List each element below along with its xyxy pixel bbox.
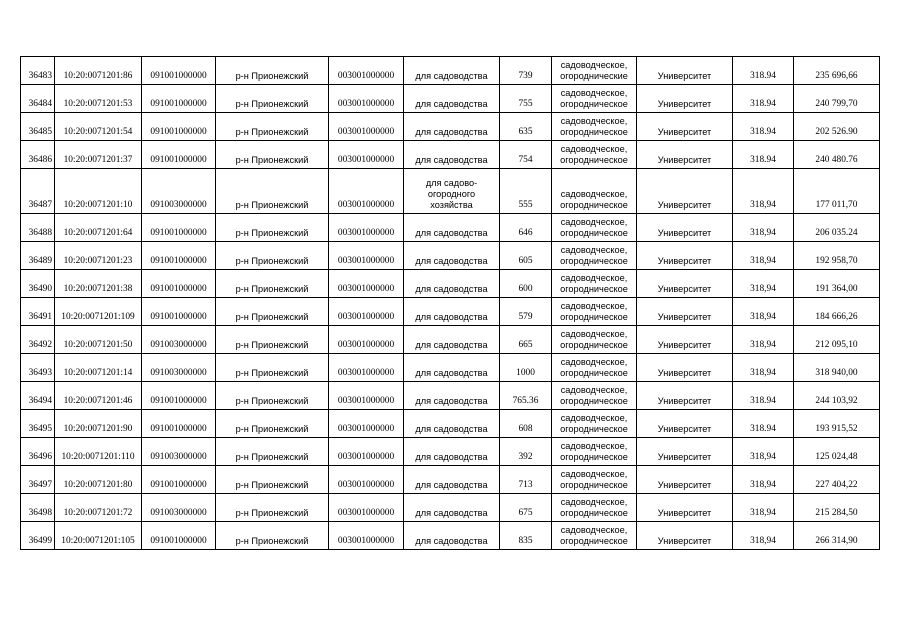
code-2-cell: 003001000000 [329, 85, 404, 113]
record-number-cell: 36499 [21, 522, 55, 550]
table-row [21, 141, 880, 169]
table-row [21, 270, 880, 298]
code-2-cell: 003001000000 [329, 298, 404, 326]
code-2-cell: 003001000000 [329, 522, 404, 550]
code-2-cell: 003001000000 [329, 494, 404, 522]
record-number-cell: 36488 [21, 214, 55, 242]
location-cell: Университет [637, 382, 733, 410]
district-cell: р-н Прионежский [216, 466, 329, 494]
record-number-cell: 36496 [21, 438, 55, 466]
area-cell: 754 [500, 141, 552, 169]
cadastral-number-cell: 10:20:0071201:14 [55, 354, 142, 382]
permitted-use-cell: для садоводства [404, 438, 500, 466]
land-category-cell: садоводческое, огородническое [552, 382, 637, 410]
district-cell: р-н Прионежский [216, 410, 329, 438]
table-row [21, 169, 880, 214]
location-cell: Университет [637, 270, 733, 298]
cadastral-number-cell: 10:20:0071201:53 [55, 85, 142, 113]
record-number-cell: 36494 [21, 382, 55, 410]
cadastral-value-cell: 244 103,92 [794, 382, 880, 410]
cadastral-value-cell: 184 666,26 [794, 298, 880, 326]
table-row [21, 466, 880, 494]
land-category-cell: садоводческое, огородническое [552, 141, 637, 169]
cadastral-value-cell: 202 526.90 [794, 113, 880, 141]
location-cell: Университет [637, 466, 733, 494]
rate-cell: 318.94 [733, 410, 794, 438]
land-category-cell: садоводческое, огородническое [552, 494, 637, 522]
permitted-use-cell: для садоводства [404, 522, 500, 550]
cadastral-value-cell: 191 364,00 [794, 270, 880, 298]
location-cell: Университет [637, 354, 733, 382]
rate-cell: 318.94 [733, 113, 794, 141]
cadastral-value-cell: 227 404,22 [794, 466, 880, 494]
permitted-use-cell: для садоводства [404, 113, 500, 141]
land-category-cell: садоводческое, огородническое [552, 113, 637, 141]
permitted-use-cell: для садоводства [404, 326, 500, 354]
rate-cell: 318.94 [733, 382, 794, 410]
area-cell: 555 [500, 169, 552, 214]
code-2-cell: 003001000000 [329, 113, 404, 141]
table-body [21, 57, 880, 550]
permitted-use-cell: для садоводства [404, 354, 500, 382]
location-cell: Университет [637, 85, 733, 113]
district-cell: р-н Прионежский [216, 326, 329, 354]
code-2-cell: 003001000000 [329, 382, 404, 410]
location-cell: Университет [637, 522, 733, 550]
code-1-cell: 091003000000 [142, 326, 216, 354]
permitted-use-cell: для садово-огородного хозяйства [404, 169, 500, 214]
district-cell: р-н Прионежский [216, 57, 329, 85]
permitted-use-cell: для садоводства [404, 85, 500, 113]
table-row [21, 298, 880, 326]
code-1-cell: 091003000000 [142, 494, 216, 522]
location-cell: Университет [637, 494, 733, 522]
area-cell: 665 [500, 326, 552, 354]
permitted-use-cell: для садоводства [404, 494, 500, 522]
land-category-cell: садоводческое, огородническое [552, 270, 637, 298]
cadastral-number-cell: 10:20:0071201:38 [55, 270, 142, 298]
area-cell: 646 [500, 214, 552, 242]
district-cell: р-н Прионежский [216, 522, 329, 550]
code-2-cell: 003001000000 [329, 438, 404, 466]
code-1-cell: 091001000000 [142, 242, 216, 270]
permitted-use-cell: для садоводства [404, 141, 500, 169]
code-2-cell: 003001000000 [329, 57, 404, 85]
record-number-cell: 36493 [21, 354, 55, 382]
rate-cell: 318,94 [733, 298, 794, 326]
record-number-cell: 36484 [21, 85, 55, 113]
permitted-use-cell: для садоводства [404, 57, 500, 85]
rate-cell: 318,94 [733, 494, 794, 522]
cadastral-number-cell: 10:20:0071201:72 [55, 494, 142, 522]
location-cell: Университет [637, 57, 733, 85]
code-2-cell: 003001000000 [329, 354, 404, 382]
code-1-cell: 091001000000 [142, 466, 216, 494]
location-cell: Университет [637, 141, 733, 169]
code-1-cell: 091001000000 [142, 410, 216, 438]
land-category-cell: садоводческое, огороднические [552, 57, 637, 85]
table-row [21, 113, 880, 141]
land-category-cell: садоводческое, огородническое [552, 466, 637, 494]
table-row [21, 354, 880, 382]
code-1-cell: 091003000000 [142, 438, 216, 466]
permitted-use-cell: для садоводства [404, 466, 500, 494]
area-cell: 765.36 [500, 382, 552, 410]
cadastral-value-cell: 240 799,70 [794, 85, 880, 113]
permitted-use-cell: для садоводства [404, 214, 500, 242]
area-cell: 608 [500, 410, 552, 438]
table-row [21, 326, 880, 354]
code-1-cell: 091001000000 [142, 298, 216, 326]
code-2-cell: 003001000000 [329, 270, 404, 298]
rate-cell: 318.94 [733, 141, 794, 169]
district-cell: р-н Прионежский [216, 354, 329, 382]
rate-cell: 318,94 [733, 169, 794, 214]
rate-cell: 318.94 [733, 85, 794, 113]
district-cell: р-н Прионежский [216, 214, 329, 242]
code-2-cell: 003001000000 [329, 242, 404, 270]
cadastral-number-cell: 10:20:0071201:105 [55, 522, 142, 550]
land-category-cell: садоводческое, огородническое [552, 214, 637, 242]
permitted-use-cell: для садоводства [404, 242, 500, 270]
cadastral-value-cell: 192 958,70 [794, 242, 880, 270]
location-cell: Университет [637, 169, 733, 214]
area-cell: 739 [500, 57, 552, 85]
table-row [21, 410, 880, 438]
table-row [21, 494, 880, 522]
document-page [20, 56, 880, 550]
area-cell: 392 [500, 438, 552, 466]
land-category-cell: садоводческое, огородническое [552, 354, 637, 382]
location-cell: Университет [637, 326, 733, 354]
code-1-cell: 091001000000 [142, 113, 216, 141]
code-1-cell: 091003000000 [142, 354, 216, 382]
cadastral-number-cell: 10:20:0071201:109 [55, 298, 142, 326]
cadastral-value-cell: 193 915,52 [794, 410, 880, 438]
district-cell: р-н Прионежский [216, 169, 329, 214]
location-cell: Университет [637, 298, 733, 326]
location-cell: Университет [637, 214, 733, 242]
code-2-cell: 003001000000 [329, 410, 404, 438]
cadastral-number-cell: 10:20:0071201:10 [55, 169, 142, 214]
code-2-cell: 003001000000 [329, 169, 404, 214]
land-category-cell: садоводческое, огородническое [552, 438, 637, 466]
land-category-cell: садоводческое, огородническое [552, 169, 637, 214]
area-cell: 635 [500, 113, 552, 141]
record-number-cell: 36483 [21, 57, 55, 85]
code-1-cell: 091001000000 [142, 57, 216, 85]
cadastral-number-cell: 10:20:0071201:50 [55, 326, 142, 354]
record-number-cell: 36490 [21, 270, 55, 298]
cadastral-number-cell: 10:20:0071201:90 [55, 410, 142, 438]
location-cell: Университет [637, 113, 733, 141]
district-cell: р-н Прионежский [216, 113, 329, 141]
code-2-cell: 003001000000 [329, 214, 404, 242]
rate-cell: 318,94 [733, 522, 794, 550]
location-cell: Университет [637, 438, 733, 466]
code-1-cell: 091001000000 [142, 85, 216, 113]
location-cell: Университет [637, 242, 733, 270]
cadastral-number-cell: 10:20:0071201:23 [55, 242, 142, 270]
cadastral-value-cell: 177 011,70 [794, 169, 880, 214]
cadastral-value-cell: 215 284,50 [794, 494, 880, 522]
cadastral-value-cell: 240 480.76 [794, 141, 880, 169]
area-cell: 605 [500, 242, 552, 270]
district-cell: р-н Прионежский [216, 494, 329, 522]
code-2-cell: 003001000000 [329, 141, 404, 169]
code-1-cell: 091001000000 [142, 522, 216, 550]
cadastral-number-cell: 10:20:0071201:46 [55, 382, 142, 410]
record-number-cell: 36485 [21, 113, 55, 141]
record-number-cell: 36486 [21, 141, 55, 169]
district-cell: р-н Прионежский [216, 298, 329, 326]
code-1-cell: 091003000000 [142, 169, 216, 214]
district-cell: р-н Прионежский [216, 85, 329, 113]
table-row [21, 382, 880, 410]
code-1-cell: 091001000000 [142, 270, 216, 298]
permitted-use-cell: для садоводства [404, 270, 500, 298]
table-row [21, 242, 880, 270]
district-cell: р-н Прионежский [216, 242, 329, 270]
table-row [21, 214, 880, 242]
code-2-cell: 003001000000 [329, 466, 404, 494]
land-category-cell: садоводческое, огородническое [552, 522, 637, 550]
rate-cell: 318,94 [733, 354, 794, 382]
area-cell: 1000 [500, 354, 552, 382]
cadastral-number-cell: 10:20:0071201:80 [55, 466, 142, 494]
rate-cell: 318,94 [733, 438, 794, 466]
permitted-use-cell: для садоводства [404, 410, 500, 438]
area-cell: 579 [500, 298, 552, 326]
area-cell: 755 [500, 85, 552, 113]
cadastral-number-cell: 10:20:0071201:110 [55, 438, 142, 466]
rate-cell: 318.94 [733, 57, 794, 85]
land-category-cell: садоводческое, огородническое [552, 242, 637, 270]
cadastral-value-cell: 235 696,66 [794, 57, 880, 85]
land-category-cell: садоводческое, огородническое [552, 85, 637, 113]
code-1-cell: 091001000000 [142, 382, 216, 410]
record-number-cell: 36487 [21, 169, 55, 214]
rate-cell: 318,94 [733, 270, 794, 298]
cadastral-number-cell: 10:20:0071201:54 [55, 113, 142, 141]
record-number-cell: 36498 [21, 494, 55, 522]
area-cell: 675 [500, 494, 552, 522]
cadastral-value-cell: 206 035.24 [794, 214, 880, 242]
record-number-cell: 36489 [21, 242, 55, 270]
district-cell: р-н Прионежский [216, 382, 329, 410]
district-cell: р-н Прионежский [216, 438, 329, 466]
location-cell: Университет [637, 410, 733, 438]
land-category-cell: садоводческое, огородническое [552, 298, 637, 326]
record-number-cell: 36497 [21, 466, 55, 494]
cadastral-number-cell: 10:20:0071201:86 [55, 57, 142, 85]
permitted-use-cell: для садоводства [404, 298, 500, 326]
code-1-cell: 091001000000 [142, 214, 216, 242]
rate-cell: 318,94 [733, 214, 794, 242]
permitted-use-cell: для садоводства [404, 382, 500, 410]
land-category-cell: садоводческое, огородническое [552, 326, 637, 354]
district-cell: р-н Прионежский [216, 270, 329, 298]
area-cell: 713 [500, 466, 552, 494]
land-plots-table [20, 56, 880, 550]
rate-cell: 318,94 [733, 242, 794, 270]
cadastral-number-cell: 10:20:0071201:37 [55, 141, 142, 169]
table-row [21, 85, 880, 113]
cadastral-value-cell: 318 940,00 [794, 354, 880, 382]
cadastral-value-cell: 212 095,10 [794, 326, 880, 354]
record-number-cell: 36491 [21, 298, 55, 326]
cadastral-value-cell: 266 314,90 [794, 522, 880, 550]
rate-cell: 318,94 [733, 466, 794, 494]
area-cell: 835 [500, 522, 552, 550]
area-cell: 600 [500, 270, 552, 298]
code-2-cell: 003001000000 [329, 326, 404, 354]
table-row [21, 438, 880, 466]
table-row [21, 57, 880, 85]
record-number-cell: 36492 [21, 326, 55, 354]
district-cell: р-н Прионежский [216, 141, 329, 169]
table-row [21, 522, 880, 550]
code-1-cell: 091001000000 [142, 141, 216, 169]
rate-cell: 318,94 [733, 326, 794, 354]
cadastral-number-cell: 10:20:0071201:64 [55, 214, 142, 242]
record-number-cell: 36495 [21, 410, 55, 438]
cadastral-value-cell: 125 024,48 [794, 438, 880, 466]
land-category-cell: садоводческое, огородническое [552, 410, 637, 438]
